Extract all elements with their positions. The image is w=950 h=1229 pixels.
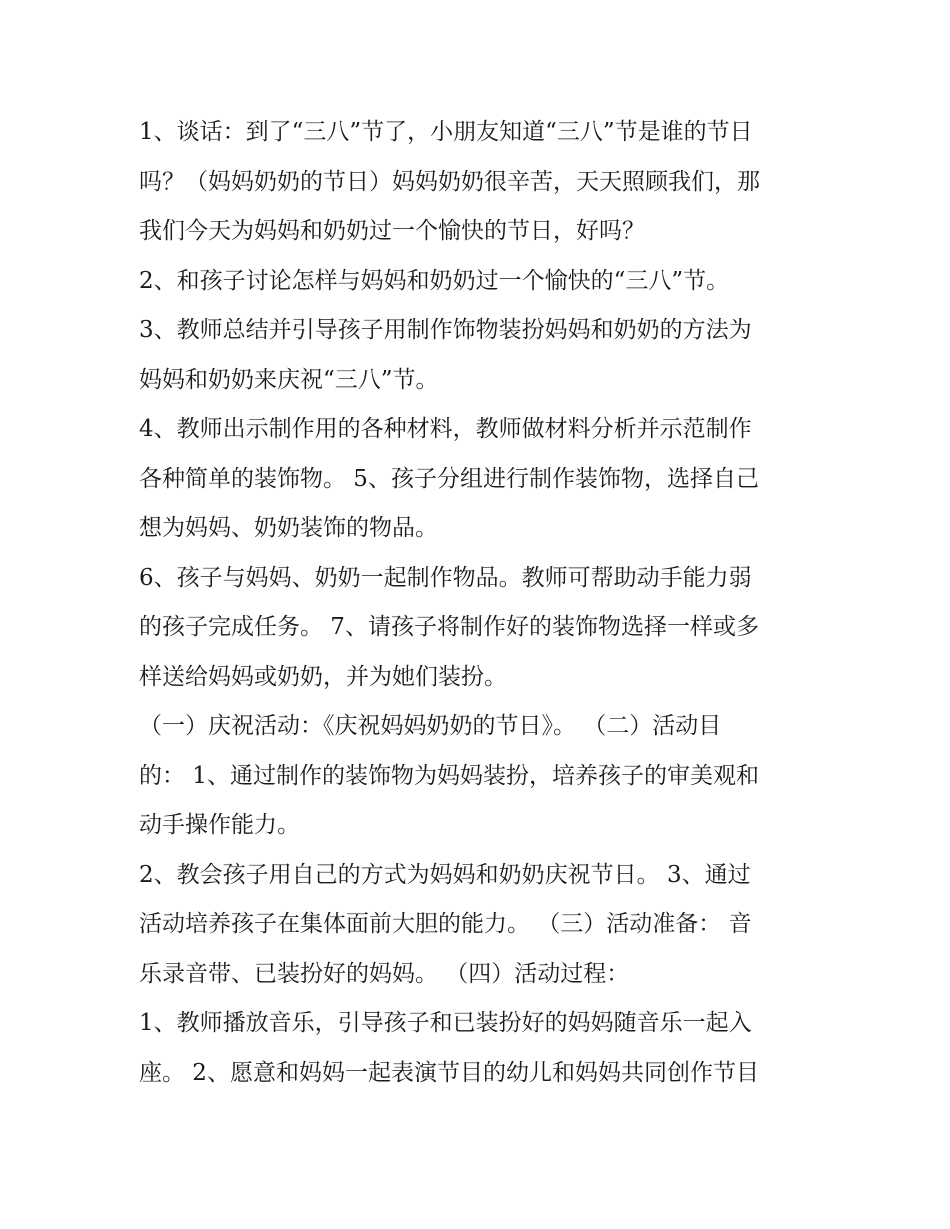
paragraph-4 (139, 405, 819, 554)
text-line: 座。 2、愿意和妈妈一起表演节目的幼儿和妈妈共同创作节目 (139, 1059, 759, 1086)
text-line: 1、谈话：到了“三八”节了，小朋友知道“三八”节是谁的节日 (139, 119, 753, 145)
text-line: 样送给妈妈或奶奶，并为她们装扮。 (139, 663, 507, 690)
text-line: 妈妈和奶奶来庆祝“三八”节。 (139, 366, 439, 393)
text-line: 想为妈妈、奶奶装饰的物品。 (139, 515, 438, 541)
text-line: 活动培养孩子在集体面前大胆的能力。 （三）活动准备： 音 (139, 911, 752, 937)
text-line: 各种简单的装饰物。 5、孩子分组进行制作装饰物，选择自己 (139, 465, 759, 492)
text-line: 乐录音带、已装扮好的妈妈。 （四）活动过程： (139, 960, 630, 987)
paragraph-6 (139, 702, 819, 851)
text-line: 3、教师总结并引导孩子用制作饰物装扮妈妈和奶奶的方法为 (139, 317, 752, 343)
text-line: 吗？（妈妈奶奶的节日）妈妈奶奶很辛苦，天天照顾我们，那 (139, 168, 760, 195)
document-body (139, 108, 819, 1098)
text-line: 1、教师播放音乐，引导孩子和已装扮好的妈妈随音乐一起入 (139, 1010, 752, 1036)
text-line: 2、教会孩子用自己的方式为妈妈和奶奶庆祝节日。 3、通过 (139, 861, 751, 888)
paragraph-3 (139, 306, 819, 405)
paragraph-1 (139, 108, 819, 257)
text-line: 2、和孩子讨论怎样与妈妈和奶奶过一个愉快的“三八”节。 (139, 267, 730, 294)
paragraph-7 (139, 851, 819, 1000)
text-line: （一）庆祝活动：《庆祝妈妈奶奶的节日》。 （二）活动目 (139, 713, 722, 739)
paragraph-2 (139, 257, 819, 307)
text-line: 我们今天为妈妈和奶奶过一个愉快的节日，好吗？ (139, 218, 645, 244)
paragraph-8 (139, 999, 819, 1098)
paragraph-5 (139, 554, 819, 703)
text-line: 4、教师出示制作用的各种材料，教师做材料分析并示范制作 (139, 416, 752, 442)
text-line: 动手操作能力。 (139, 812, 300, 838)
text-line: 的孩子完成任务。 7、请孩子将制作好的装饰物选择一样或多 (139, 614, 759, 640)
text-line: 6、孩子与妈妈、奶奶一起制作物品。教师可帮助动手能力弱 (139, 564, 752, 591)
text-line: 的： 1、通过制作的装饰物为妈妈装扮，培养孩子的审美观和 (139, 762, 759, 789)
